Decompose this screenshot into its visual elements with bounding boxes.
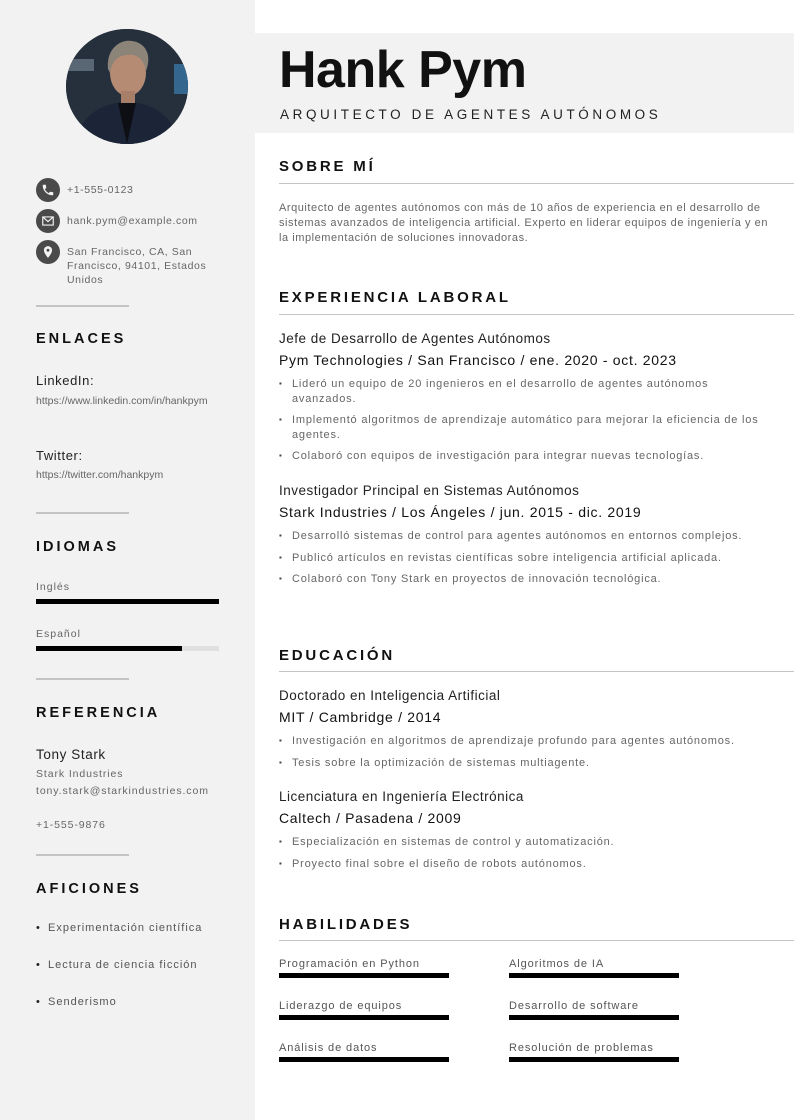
language-bar-fill (36, 646, 182, 651)
language-spanish-label: Español (36, 628, 81, 640)
phone-text[interactable]: +1-555-0123 (67, 184, 134, 196)
hobby-item: • Lectura de ciencia ficción (36, 959, 202, 996)
skill-label: Liderazgo de equipos (279, 1000, 403, 1012)
bullet-item: ▪ Colaboró con Tony Stark en proyectos de innovación tecnológica. (279, 572, 769, 587)
education-bullets (279, 835, 769, 878)
education-heading: EDUCACIÓN (279, 647, 396, 664)
reference-heading: REFERENCIA (36, 705, 161, 721)
sidebar-divider (36, 854, 129, 856)
bullet-icon: • (36, 922, 41, 934)
skill-label: Algoritmos de IA (509, 958, 605, 970)
experience-heading: EXPERIENCIA LABORAL (279, 289, 511, 306)
skill-bar (509, 1057, 679, 1062)
bullet-item: ▪ Publicó artículos en revistas científicas sobre inteligencia artificial aplicada. (279, 551, 769, 566)
skill-bar (509, 973, 679, 978)
skill-bar-fill (279, 973, 449, 978)
bullet-item: ▪ Colaboró con equipos de investigación para integrar nuevas tecnologías. (279, 449, 769, 464)
skill-bar-fill (509, 973, 679, 978)
bullet-item: ▪ Lideró un equipo de 20 ingenieros en el desarrollo de agentes autónomos avanzados. (279, 377, 769, 406)
section-rule (279, 671, 794, 672)
job-title: ARQUITECTO DE AGENTES AUTÓNOMOS (280, 107, 662, 122)
bullet-item: ▪ Implementó algoritmos de aprendizaje automático para mejorar la eficiencia de los agentes. (279, 413, 769, 442)
bullet-item: ▪ Desarrolló sistemas de control para agentes autónomos en entornos complejos. (279, 529, 769, 544)
experience-bullets (279, 529, 769, 594)
skill-bar (279, 973, 449, 978)
education-bullets (279, 734, 769, 777)
skill-bar-fill (509, 1015, 679, 1020)
skill-label: Desarrollo de software (509, 1000, 639, 1012)
portrait-image (66, 29, 188, 144)
education-title: Doctorado en Inteligencia Artificial (279, 688, 501, 703)
education-subtitle: MIT / Cambridge / 2014 (279, 709, 442, 725)
hobby-item: • Experimentación científica (36, 922, 202, 959)
linkedin-label: LinkedIn: (36, 373, 95, 388)
profile-photo (66, 29, 188, 144)
skill-item (279, 958, 449, 978)
languages-heading: IDIOMAS (36, 539, 120, 555)
skill-bar (509, 1015, 679, 1020)
bullet-item: ▪ Especialización en sistemas de control y automatización. (279, 835, 769, 850)
contact-location (36, 240, 226, 287)
reference-phone: +1-555-9876 (36, 819, 106, 831)
language-english-bar (36, 599, 219, 604)
email-text[interactable]: hank.pym@example.com (67, 215, 198, 227)
education-subtitle: Caltech / Pasadena / 2009 (279, 810, 462, 826)
section-rule (279, 940, 794, 941)
bullet-icon: • (36, 996, 41, 1008)
skill-item (279, 1000, 449, 1020)
twitter-label: Twitter: (36, 448, 83, 463)
experience-bullets (279, 377, 769, 471)
contact-email (36, 209, 226, 233)
bullet-icon: • (36, 959, 41, 971)
location-text: San Francisco, CA, San Francisco, 94101, Estados Unidos (67, 246, 207, 286)
twitter-link[interactable]: https://twitter.com/hankpym (36, 469, 164, 481)
skill-bar-fill (509, 1057, 679, 1062)
email-icon (36, 209, 60, 233)
skill-label: Análisis de datos (279, 1042, 378, 1054)
experience-subtitle: Stark Industries / Los Ángeles / jun. 2015 - dic. 2019 (279, 504, 642, 520)
sidebar-divider (36, 512, 129, 514)
skill-item (509, 958, 679, 978)
about-text: Arquitecto de agentes autónomos con más de 10 años de experiencia en el desarrollo de sistemas avanzados de inteligencia artificial. Experto en liderar equipos de ingeniería y en la implementación de soluciones innovadoras. (279, 202, 769, 244)
person-name: Hank Pym (279, 41, 527, 99)
skill-bar-fill (279, 1015, 449, 1020)
skills-heading: HABILIDADES (279, 916, 413, 933)
language-bar-fill (36, 599, 219, 604)
sidebar-divider (36, 305, 129, 307)
skill-label: Programación en Python (279, 958, 420, 970)
section-rule (279, 314, 794, 315)
reference-company: Stark Industries (36, 768, 124, 780)
language-english-label: Inglés (36, 581, 71, 593)
bullet-item: ▪ Investigación en algoritmos de aprendizaje profundo para agentes autónomos. (279, 734, 769, 749)
section-rule (279, 183, 794, 184)
experience-title: Investigador Principal en Sistemas Autónomos (279, 483, 580, 498)
contact-list (36, 178, 226, 294)
hobby-item: • Senderismo (36, 996, 202, 1033)
hobbies-heading: AFICIONES (36, 881, 142, 897)
about-heading: SOBRE MÍ (279, 158, 376, 175)
reference-name: Tony Stark (36, 747, 106, 762)
skill-bar (279, 1015, 449, 1020)
experience-subtitle: Pym Technologies / San Francisco / ene. 2020 - oct. 2023 (279, 352, 677, 368)
experience-title: Jefe de Desarrollo de Agentes Autónomos (279, 331, 551, 346)
skill-label: Resolución de problemas (509, 1042, 654, 1054)
skill-item (509, 1042, 679, 1062)
skill-bar-fill (279, 1057, 449, 1062)
phone-icon (36, 178, 60, 202)
reference-email[interactable]: tony.stark@starkindustries.com (36, 785, 209, 797)
linkedin-link[interactable]: https://www.linkedin.com/in/hankpym (36, 395, 208, 407)
skill-item (509, 1000, 679, 1020)
sidebar-divider (36, 678, 129, 680)
location-icon (36, 240, 60, 264)
contact-phone (36, 178, 226, 202)
skill-item (279, 1042, 449, 1062)
language-spanish-bar (36, 646, 219, 651)
bullet-item: ▪ Proyecto final sobre el diseño de robots autónomos. (279, 857, 769, 872)
bullet-item: ▪ Tesis sobre la optimización de sistemas multiagente. (279, 756, 769, 771)
skill-bar (279, 1057, 449, 1062)
education-title: Licenciatura en Ingeniería Electrónica (279, 789, 524, 804)
hobbies-list (36, 922, 202, 1033)
links-heading: ENLACES (36, 331, 127, 347)
